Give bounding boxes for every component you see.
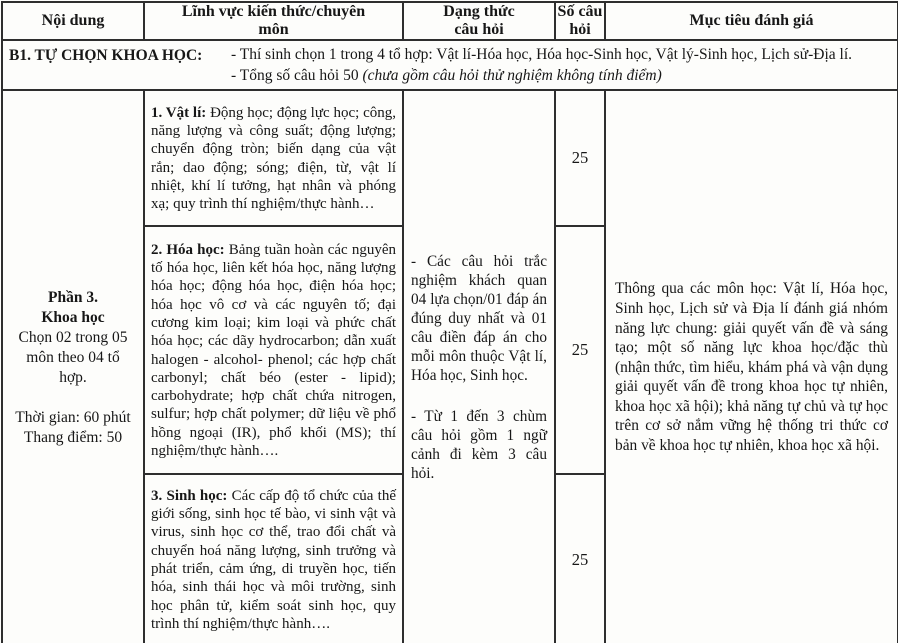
cell-noi-dung bbox=[2, 90, 144, 643]
header-dang-thuc bbox=[403, 2, 555, 40]
subject-sinh-hoc-label: 3. Sinh học: bbox=[151, 487, 228, 504]
header-muc-tieu-label: Mục tiêu đánh giá bbox=[689, 12, 814, 29]
cell-count-sinh-hoc: 25 bbox=[555, 474, 605, 643]
section-b1-title: B1. TỰ CHỌN KHOA HỌC: bbox=[9, 47, 203, 64]
section-b1-line2-italic: (chưa gồm câu hỏi thử nghiệm không tính điểm) bbox=[362, 67, 662, 84]
phan3-thoi-gian: Thời gian: 60 phút bbox=[15, 408, 131, 426]
section-b1-cell bbox=[2, 40, 898, 90]
phan3-thang-diem: Thang điểm: 50 bbox=[23, 428, 123, 446]
row-vat-li bbox=[2, 90, 898, 226]
header-noi-dung bbox=[2, 2, 144, 40]
exam-structure-table bbox=[1, 1, 898, 643]
header-dang-thuc-label: Dạng thức câu hỏi bbox=[443, 3, 515, 38]
subject-sinh-hoc-body: Các cấp độ tổ chức của thế giới sống, sinh học tế bào, vi sinh vật và virus, sinh học cơ thể, trao đổi chất và chuyển hoá năng lượng, sinh trưởng và phát triển, cảm ứng, di truyền học, tiến hóa, sinh thái học và môi trường, sinh học phân tử, kiểm soát sinh học, quy trình thí nghiệm/thực hành…. bbox=[151, 487, 396, 632]
subject-hoa-hoc-label: 2. Hóa học: bbox=[151, 241, 225, 258]
subject-hoa-hoc-text bbox=[145, 238, 402, 463]
section-b1-line1: - Thí sinh chọn 1 trong 4 tổ hợp: Vật lí-Hóa học, Hóa học-Sinh học, Vật lý-Sinh học, Lịch sử-Địa lí. bbox=[231, 46, 853, 63]
question-format-para1: - Các câu hỏi trắc nghiệm khách quan 04 lựa chọn/01 đáp án đúng duy nhất và 01 câu điền đáp án cho mỗi môn thuộc Vật lí, Hóa học, Sinh học. bbox=[411, 253, 547, 384]
section-b1-line2-normal: - Tổng số câu hỏi 50 bbox=[231, 67, 363, 84]
subject-vat-li-body: Động học; động lực học; công, năng lượng và công suất; động lượng; chuyển động tròn; biến dạng của vật rắn; dao động; sóng; điện, từ, vật lí nhiệt, khí lí tưởng, hạt nhân và phóng xạ; quy trình thí nghiệm/thực hành… bbox=[151, 104, 396, 213]
subject-hoa-hoc-body: Bảng tuần hoàn các nguyên tố hóa học, liên kết hóa học, năng lượng hóa học; động hóa học, điện hóa học; hóa học vô cơ và các nguyên tố; đại cương kim loại; kim loại và phức chất hóa học; các dãy hydrocarbon; dẫn xuất halogen - alcohol- phenol; các hợp chất carbonyl; chất béo (ester - lipid); carbohydrate; hợp chất chứa nitrogen, sulfur; hợp chất polymer; dữ liệu về phổ hồng ngoại (IR), phổ khối (MS); thí nghiệm/thực hành…. bbox=[151, 241, 396, 459]
section-b1-details bbox=[231, 44, 852, 86]
cell-subject-hoa-hoc bbox=[144, 226, 403, 474]
subject-sinh-hoc-text bbox=[145, 484, 402, 635]
section-b1-line2 bbox=[231, 65, 852, 86]
cell-count-hoa-hoc: 25 bbox=[555, 226, 605, 474]
header-muc-tieu bbox=[605, 2, 898, 40]
header-linh-vuc-label: Lĩnh vực kiến thức/chuyên môn bbox=[181, 3, 366, 38]
header-noi-dung-label: Nội dung bbox=[41, 12, 105, 29]
header-so-cau-hoi-label: Số câu hỏi bbox=[557, 3, 603, 38]
section-b1-row bbox=[2, 40, 898, 90]
subject-vat-li-text bbox=[145, 101, 402, 216]
table-header-row bbox=[2, 2, 898, 40]
cell-subject-vat-li bbox=[144, 90, 403, 226]
header-so-cau-hoi bbox=[555, 2, 605, 40]
objective-text: Thông qua các môn học: Vật lí, Hóa học, Sinh học, Lịch sử và Địa lí đánh giá nhóm năng lực chung: giải quyết vấn đề và sáng tạo; một số năng lực khoa học/đặc thù (nhận thức, tìm hiểu, khám phá và vận dụng giải quyết vấn đề trong khoa học tự nhiên, khoa học xã hội); khả năng tự chủ và tự học trên cơ sở nắm vững hệ thống tri thức cơ bản về khoa học tự nhiên, khoa học xã hội. bbox=[615, 280, 888, 455]
cell-objective bbox=[605, 90, 898, 643]
phan3-title: Phần 3. bbox=[48, 288, 98, 306]
cell-question-format bbox=[403, 90, 555, 643]
spacer bbox=[11, 388, 135, 408]
phan3-chon: Chọn 02 trong 05 môn theo 04 tổ hợp. bbox=[18, 328, 128, 386]
phan3-subtitle: Khoa học bbox=[41, 308, 105, 326]
cell-count-vat-li: 25 bbox=[555, 90, 605, 226]
header-linh-vuc bbox=[144, 2, 403, 40]
cell-subject-sinh-hoc bbox=[144, 474, 403, 643]
subject-vat-li-label: 1. Vật lí: bbox=[151, 104, 207, 121]
question-format-para2: - Từ 1 đến 3 chùm câu hỏi gồm 1 ngữ cảnh đi kèm 3 câu hỏi. bbox=[411, 408, 547, 482]
